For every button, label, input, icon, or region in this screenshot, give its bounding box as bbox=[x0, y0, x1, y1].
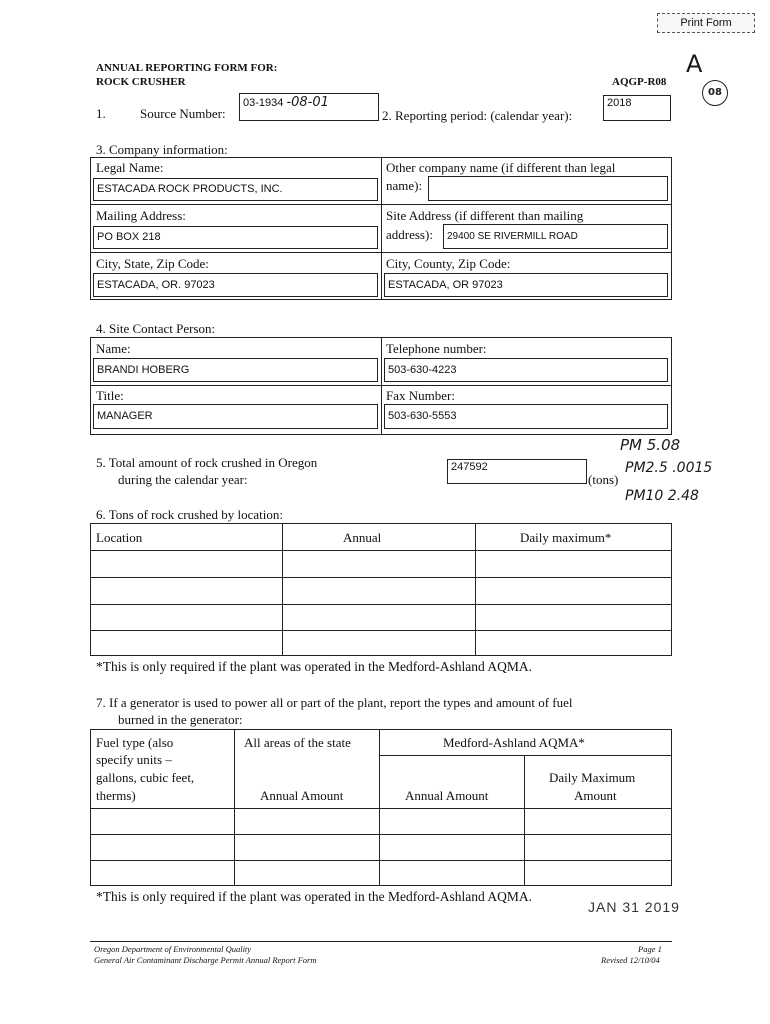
other-name-label-1: Other company name (if different than legal bbox=[386, 160, 616, 175]
telephone-field[interactable]: 503-630-4223 bbox=[384, 358, 668, 382]
fuel-row-2[interactable] bbox=[91, 835, 671, 859]
total-rock-unit: (tons) bbox=[588, 472, 619, 487]
site-contact-title: 4. Site Contact Person: bbox=[96, 321, 216, 336]
city-state-zip-field[interactable]: ESTACADA, OR. 97023 bbox=[93, 273, 378, 297]
daily-maximum-header-2: Amount bbox=[574, 788, 617, 803]
fuel-type-header-3: gallons, cubic feet, bbox=[96, 770, 195, 785]
company-info-title: 3. Company information: bbox=[96, 142, 228, 157]
footer-rule bbox=[90, 941, 672, 942]
all-areas-header: All areas of the state bbox=[244, 735, 351, 750]
contact-name-field[interactable]: BRANDI HOBERG bbox=[93, 358, 378, 382]
total-rock-label-1: 5. Total amount of rock crushed in Oregon bbox=[96, 455, 318, 470]
source-number-handwritten: -08-01 bbox=[286, 95, 329, 110]
location-row-4[interactable] bbox=[91, 631, 671, 655]
fuel-header-sub-sep bbox=[379, 755, 672, 756]
fuel-type-header-2: specify units – bbox=[96, 752, 172, 767]
contact-title-field[interactable]: MANAGER bbox=[93, 404, 378, 429]
fuel-row-3[interactable] bbox=[91, 861, 671, 885]
annual-amount-header-2: Annual Amount bbox=[405, 788, 489, 803]
daily-max-header: Daily maximum* bbox=[520, 530, 612, 545]
source-number-typed: 03-1934 bbox=[243, 97, 284, 109]
footer-right-line2: Revised 12/10/04 bbox=[601, 955, 660, 965]
form-code: AQGP-R08 bbox=[612, 76, 667, 88]
annotation-letter: A bbox=[686, 50, 703, 78]
print-form-button[interactable] bbox=[657, 13, 755, 33]
total-rock-field[interactable]: 247592 bbox=[447, 459, 587, 484]
section7-note: *This is only required if the plant was operated in the Medford-Ashland AQMA. bbox=[96, 889, 533, 904]
location-row-2[interactable] bbox=[91, 578, 671, 603]
footer-left-line2: General Air Contaminant Discharge Permit Annual Report Form bbox=[94, 955, 317, 965]
fax-label: Fax Number: bbox=[386, 388, 455, 403]
total-rock-label-2: during the calendar year: bbox=[118, 472, 248, 487]
received-stamp: JAN 31 2019 bbox=[588, 899, 680, 915]
footer-right-line1: Page 1 bbox=[638, 944, 662, 954]
fuel-type-header-4: therms) bbox=[96, 788, 136, 803]
city-county-zip-field[interactable]: ESTACADA, OR 97023 bbox=[384, 273, 668, 297]
legal-name-field[interactable]: ESTACADA ROCK PRODUCTS, INC. bbox=[93, 178, 378, 201]
company-row-sep-2 bbox=[90, 252, 672, 253]
annotation-circle-text: 08 bbox=[708, 87, 722, 98]
fuel-type-header-1: Fuel type (also bbox=[96, 735, 174, 750]
annotation-circle bbox=[702, 80, 728, 106]
footer-left-line1: Oregon Department of Environmental Quality bbox=[94, 944, 252, 954]
reporting-period-label: 2. Reporting period: (calendar year): bbox=[382, 108, 573, 123]
section6-title: 6. Tons of rock crushed by location: bbox=[96, 507, 283, 522]
medford-header: Medford-Ashland AQMA* bbox=[443, 735, 585, 750]
annual-header: Annual bbox=[343, 530, 382, 545]
site-address-field[interactable]: 29400 SE RIVERMILL ROAD bbox=[443, 224, 668, 249]
mailing-address-field[interactable]: PO BOX 218 bbox=[93, 226, 378, 249]
other-name-label-2: name): bbox=[386, 178, 423, 193]
contact-name-label: Name: bbox=[96, 341, 131, 356]
company-row-sep-1 bbox=[90, 204, 672, 205]
fuel-row-1[interactable] bbox=[91, 809, 671, 833]
legal-name-label: Legal Name: bbox=[96, 160, 164, 175]
annotation-pm10: PM10 2.48 bbox=[625, 488, 699, 504]
section7-line1: 7. If a generator is used to power all or part of the plant, report the types and amount of fuel bbox=[96, 695, 573, 710]
daily-maximum-header-1: Daily Maximum bbox=[549, 770, 636, 785]
section6-note: *This is only required if the plant was operated in the Medford-Ashland AQMA. bbox=[96, 659, 533, 674]
source-number-field[interactable] bbox=[239, 93, 379, 121]
print-form-label: Print Form bbox=[680, 17, 732, 29]
source-number-label: Source Number: bbox=[140, 106, 226, 121]
site-address-label-1: Site Address (if different than mailing bbox=[386, 208, 584, 223]
section7-line2: burned in the generator: bbox=[118, 712, 243, 727]
site-contact-row-sep bbox=[90, 385, 672, 386]
location-header: Location bbox=[96, 530, 143, 545]
company-info-divider bbox=[381, 157, 382, 300]
annotation-pm25: PM2.5 .0015 bbox=[625, 460, 713, 476]
form-title-line2: ROCK CRUSHER bbox=[96, 76, 186, 88]
form-title-line1: ANNUAL REPORTING FORM FOR: bbox=[96, 62, 278, 74]
annual-amount-header-1: Annual Amount bbox=[260, 788, 344, 803]
city-county-zip-label: City, County, Zip Code: bbox=[386, 256, 511, 271]
contact-title-label: Title: bbox=[96, 388, 124, 403]
location-row-1[interactable] bbox=[91, 551, 671, 576]
reporting-period-field[interactable]: 2018 bbox=[603, 95, 671, 121]
city-state-zip-label: City, State, Zip Code: bbox=[96, 256, 209, 271]
mailing-address-label: Mailing Address: bbox=[96, 208, 186, 223]
site-contact-divider bbox=[381, 337, 382, 435]
location-row-3[interactable] bbox=[91, 605, 671, 629]
site-address-label-2: address): bbox=[386, 227, 433, 242]
other-name-field[interactable] bbox=[428, 176, 668, 201]
telephone-label: Telephone number: bbox=[386, 341, 487, 356]
source-number-num: 1. bbox=[96, 106, 106, 121]
fax-field[interactable]: 503-630-5553 bbox=[384, 404, 668, 429]
annotation-pm: PM 5.08 bbox=[620, 436, 681, 454]
